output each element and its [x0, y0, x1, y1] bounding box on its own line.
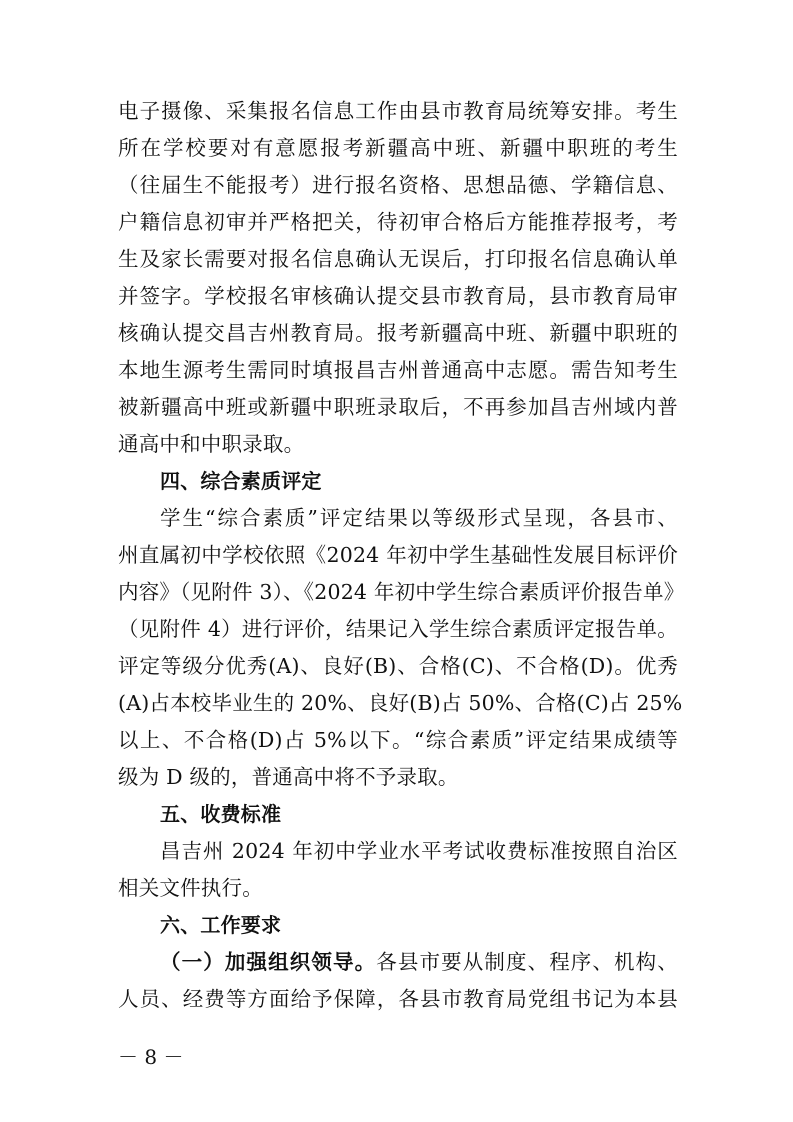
body-line: 生及家长需要对报名信息确认无误后，打印报名信息确认单 [118, 247, 678, 271]
section-heading-fees: 五、收费标准 [160, 802, 282, 826]
body-line: （往届生不能报考）进行报名资格、思想品德、学籍信息、 [118, 173, 678, 197]
body-line: 通高中和中职录取。 [118, 432, 305, 456]
body-line: 学生“综合素质”评定结果以等级形式呈现，各县市、 [160, 506, 678, 530]
body-line: 以上、不合格(D)占 5%以下。“综合素质”评定结果成绩等 [118, 728, 678, 752]
body-line: 被新疆高中班或新疆中职班录取后，不再参加昌吉州域内普 [118, 395, 678, 419]
body-line: 昌吉州 2024 年初中学业水平考试收费标准按照自治区 [160, 839, 678, 863]
body-line: 人员、经费等方面给予保障，各县市教育局党组书记为本县 [118, 987, 678, 1011]
body-line: 州直属初中学校依照《2024 年初中学生基础性发展目标评价 [118, 543, 678, 567]
body-line [160, 945, 678, 979]
section-heading-work-requirements: 六、工作要求 [160, 913, 282, 937]
item-text: 各县市要从制度、程序、机构、 [376, 950, 678, 974]
body-line: 户籍信息初审并严格把关，待初审合格后方能推荐报考，考 [118, 210, 678, 234]
page-number: － 8 － [118, 1045, 184, 1069]
body-line: 内容》（见附件 3）、《2024 年初中学生综合素质评价报告单》 [118, 580, 685, 604]
body-line: 核确认提交昌吉州教育局。报考新疆高中班、新疆中职班的 [118, 321, 678, 345]
section-heading-comprehensive-quality: 四、综合素质评定 [160, 469, 322, 493]
body-line: (A)占本校毕业生的 20%、良好(B)占 50%、合格(C)占 25% [118, 691, 683, 715]
body-line: 并签字。学校报名审核确认提交县市教育局，县市教育局审 [118, 284, 678, 308]
body-line: 级为 D 级的，普通高中将不予录取。 [118, 765, 459, 789]
item-lead-strengthen-leadership: （一）加强组织领导。 [160, 950, 377, 974]
body-line: 本地生源考生需同时填报昌吉州普通高中志愿。需告知考生 [118, 358, 678, 382]
body-line: 评定等级分优秀(A)、良好(B)、合格(C)、不合格(D)。优秀 [118, 654, 678, 678]
body-line: （见附件 4）进行评价，结果记入学生综合素质评定报告单。 [118, 617, 678, 641]
body-line: 所在学校要对有意愿报考新疆高中班、新疆中职班的考生 [118, 136, 678, 160]
body-line: 电子摄像、采集报名信息工作由县市教育局统筹安排。考生 [118, 99, 678, 123]
body-line: 相关文件执行。 [118, 876, 263, 900]
